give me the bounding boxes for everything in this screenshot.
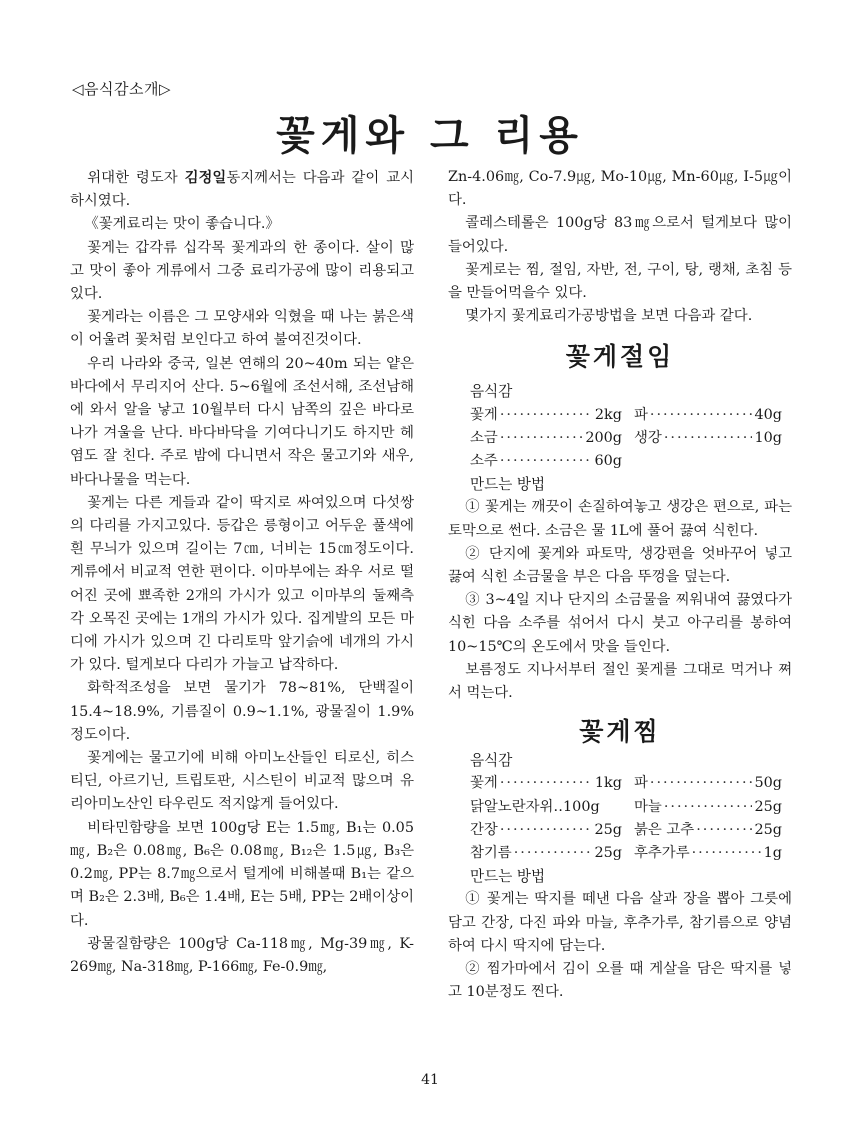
paragraph-methods-intro: 몇가지 꽃게료리가공방법을 보면 다음과 같다. — [465, 308, 753, 325]
ingredient-name: 소금 — [470, 429, 498, 446]
ingredients-label: 음식감 — [470, 752, 513, 770]
article-title: 꽃게와 그 리용 — [276, 113, 584, 159]
leader-dots — [650, 772, 753, 795]
ingredient-row — [448, 819, 792, 842]
ingredient-name: 닭알노란자위‥ — [470, 798, 564, 815]
ingredient-amount: 40g — [754, 406, 782, 423]
paragraph-minerals: 광물질함량은 100g당 Ca-118㎎, Mg-39㎎, K-269㎎, Na-318㎎, P-166㎎, Fe-0.9㎎, — [70, 935, 414, 975]
recipe-step: ② 찜가마에서 김이 오를 때 게살을 담은 딱지를 넣고 10분정도 찐다. — [448, 960, 792, 1001]
leader-name: 김정일 — [184, 169, 227, 186]
paragraph-minerals-cont: Zn-4.06㎎, Co-7.9㎍, Mo-10㎍, Mn-60㎍, I-5㎍이다. — [448, 169, 792, 209]
ingredient-name: 후추가루 — [634, 844, 690, 861]
intro-paragraph — [70, 166, 414, 213]
left-column — [70, 166, 414, 979]
paragraph-composition: 화학적조성을 보면 물기가 78~81%, 단백질이 15.4~18.9%, 기름질이 0.9~1.1%, 광물질이 1.9%정도이다. — [70, 680, 414, 743]
ingredient-item — [634, 427, 782, 450]
paragraph-name-origin: 꽃게라는 이름은 그 모양새와 익혔을 때 나는 붉은색이 어울려 꽃처럼 보인다고 하여 불여진것이다. — [70, 309, 414, 349]
ingredient-amount: 1g — [763, 844, 782, 861]
ingredient-name: 생강 — [634, 429, 662, 446]
ingredient-name: 꽃게 — [470, 406, 498, 423]
ingredient-item — [634, 842, 782, 865]
leader-dots — [692, 842, 762, 865]
paragraph-habitat: 우리 나라와 중국, 일본 연해의 20~40m 되는 얕은바다에서 무리지어 산다. 5~6월에 조선서해, 조선남해에 와서 알을 낳고 10월부터 다시 남쪽의 깊은 바다로 나가 겨울을 난다. 바다바닥을 기여다니기도 하지만 헤염도 잘 친다. 주로 밤에 다니면서 작은 물고기와 새우, 바다나물을 먹는다. — [70, 355, 414, 488]
ingredient-amount: 2kg — [594, 406, 622, 423]
ingredient-name: 꽃게 — [470, 775, 498, 792]
method-label: 만드는 방법 — [470, 476, 546, 494]
ingredient-amount: 25g — [754, 798, 782, 815]
ingredient-row — [448, 796, 792, 819]
paragraph-dishes: 꽃게로는 찜, 절임, 자반, 전, 구이, 탕, 랭채, 초침 등을 만들어먹을수 있다. — [448, 261, 792, 302]
leader-dots — [500, 404, 593, 427]
quote: 《꽃게료리는 맛이 좋습니다.》 — [84, 216, 280, 233]
paragraph-amino-acids: 꽃게에는 물고기에 비해 아미노산들인 티로신, 히스티딘, 아르기닌, 트립토판, 시스틴이 비교적 많으며 유리아미노산인 타우린도 적지않게 들어있다. — [70, 750, 414, 813]
ingredient-amount: 100g — [563, 798, 600, 815]
leader-dots — [696, 819, 752, 842]
ingredient-name: 소주 — [470, 453, 498, 469]
ingredient-name: 파 — [634, 406, 648, 423]
ingredient-row — [448, 450, 792, 473]
ingredient-amount: 200g — [585, 429, 622, 446]
ingredient-row — [448, 427, 792, 450]
recipe-step: ② 단지에 꽃게와 파토막, 생강편을 엇바꾸어 넣고 끓여 식힌 소금물을 부은 다음 뚜껑을 덮는다. — [448, 545, 792, 585]
ingredient-name: 참기름 — [470, 844, 512, 861]
paragraph-overview: 꽃게는 갑각류 십각목 꽃게과의 한 종이다. 살이 많고 맛이 좋아 게류에서 그중 료리가공에 많이 리용되고있다. — [70, 239, 414, 303]
ingredient-row — [448, 842, 792, 865]
leader-dots — [500, 450, 593, 473]
ingredient-item — [634, 796, 782, 819]
ingredient-item — [634, 819, 782, 842]
ingredient-amount: 25g — [594, 844, 622, 861]
ingredient-item — [634, 404, 782, 427]
ingredient-amount: 50g — [754, 775, 782, 792]
paragraph-vitamins: 비타민함량을 보면 100g당 E는 1.5㎎, B₁는 0.05㎎, B₂은 0.08㎎, B₆은 0.08㎎, B₁₂은 1.5㎍, B₃은 0.2㎎, PP는 8.7㎎으로서 털게에 비해볼때 B₁는 같으며 B₂은 2.3배, B₆은 1.4배, E는 5배, PP는 2배이상이다. — [70, 819, 414, 929]
ingredient-name: 마늘 — [634, 798, 662, 815]
intro-text-a: 위대한 령도자 — [87, 170, 185, 186]
ingredient-amount: 10g — [754, 429, 782, 446]
leader-dots — [664, 427, 753, 450]
ingredient-item — [470, 796, 622, 819]
section-tag: ◁음식감소개▷ — [72, 80, 172, 98]
recipe-note: 보름정도 지나서부터 절인 꽃게를 그대로 먹거나 쪄서 먹는다. — [448, 661, 792, 702]
ingredient-item — [470, 819, 622, 842]
recipe-step: ① 꽃게는 딱지를 떼낸 다음 살과 장을 뽑아 그릇에 담고 간장, 다진 파와 마늘, 후추가루, 참기름으로 양념하여 다시 딱지에 담는다. — [448, 891, 792, 954]
recipe-title-steamed: 꽃게찜 — [579, 717, 661, 747]
ingredient-amount: 1kg — [594, 775, 622, 792]
ingredients-label: 음식감 — [470, 383, 513, 401]
ingredient-item — [470, 772, 622, 795]
leader-dots — [500, 772, 593, 795]
ingredient-amount: 60g — [594, 453, 622, 469]
ingredient-item — [470, 427, 622, 450]
right-column — [448, 166, 792, 1004]
leader-dots — [650, 404, 753, 427]
ingredient-item — [470, 450, 622, 473]
leader-dots — [500, 427, 584, 450]
leader-dots — [514, 842, 593, 865]
leader-dots — [500, 819, 593, 842]
ingredient-item — [634, 772, 782, 795]
paragraph-cholesterol: 콜레스테롤은 100g당 83㎎으로서 털게보다 많이 들어있다. — [448, 215, 792, 255]
ingredient-row — [448, 772, 792, 795]
recipe-step: ③ 3~4일 지나 단지의 소금물을 찌워내여 끓였다가 식힌 다음 소주를 섞어서 다시 붓고 아구리를 봉하여 10~15℃의 온도에서 맛을 들인다. — [448, 592, 792, 655]
leader-dots — [664, 796, 753, 819]
ingredient-name: 파 — [634, 775, 648, 792]
ingredient-item — [470, 842, 622, 865]
ingredient-amount: 25g — [754, 821, 782, 838]
ingredient-row — [448, 404, 792, 427]
paragraph-anatomy: 꽃게는 다른 게들과 같이 딱지로 싸여있으며 다섯쌍의 다리를 가지고있다. 등갑은 릉형이고 어두운 풀색에 흰 무늬가 있으며 길이는 7㎝, 너비는 15㎝정도이다. 게류에서 비교적 연한 편이다. 이마부에는 좌우 서로 떨어진 곳에 뾰족한 2개의 가시가 있고 이마부의 둘째측각 오목진 곳에는 1개의 가시가 있다. 집게발의 모든 마디에 가시가 있으며 긴 다리토막 앞기슭에 네개의 가시가 있다. 털게보다 다리가 가늘고 납작하다. — [70, 494, 414, 674]
ingredient-name: 간장 — [470, 821, 498, 838]
intro-text-b: 동지께서는 다음과 같이 교시하시였다. — [70, 170, 414, 210]
recipe-step: ① 꽃게는 깨끗이 손질하여놓고 생강은 편으로, 파는 토막으로 썬다. 소금은 물 1L에 풀어 끓여 식힌다. — [448, 499, 792, 539]
page-number: 41 — [421, 1072, 439, 1088]
recipe-title-pickled: 꽃게절임 — [565, 342, 675, 372]
method-label: 만드는 방법 — [470, 868, 546, 886]
ingredient-amount: 25g — [594, 821, 622, 838]
ingredient-name: 붉은 고추 — [634, 821, 695, 838]
ingredient-item — [470, 404, 622, 427]
